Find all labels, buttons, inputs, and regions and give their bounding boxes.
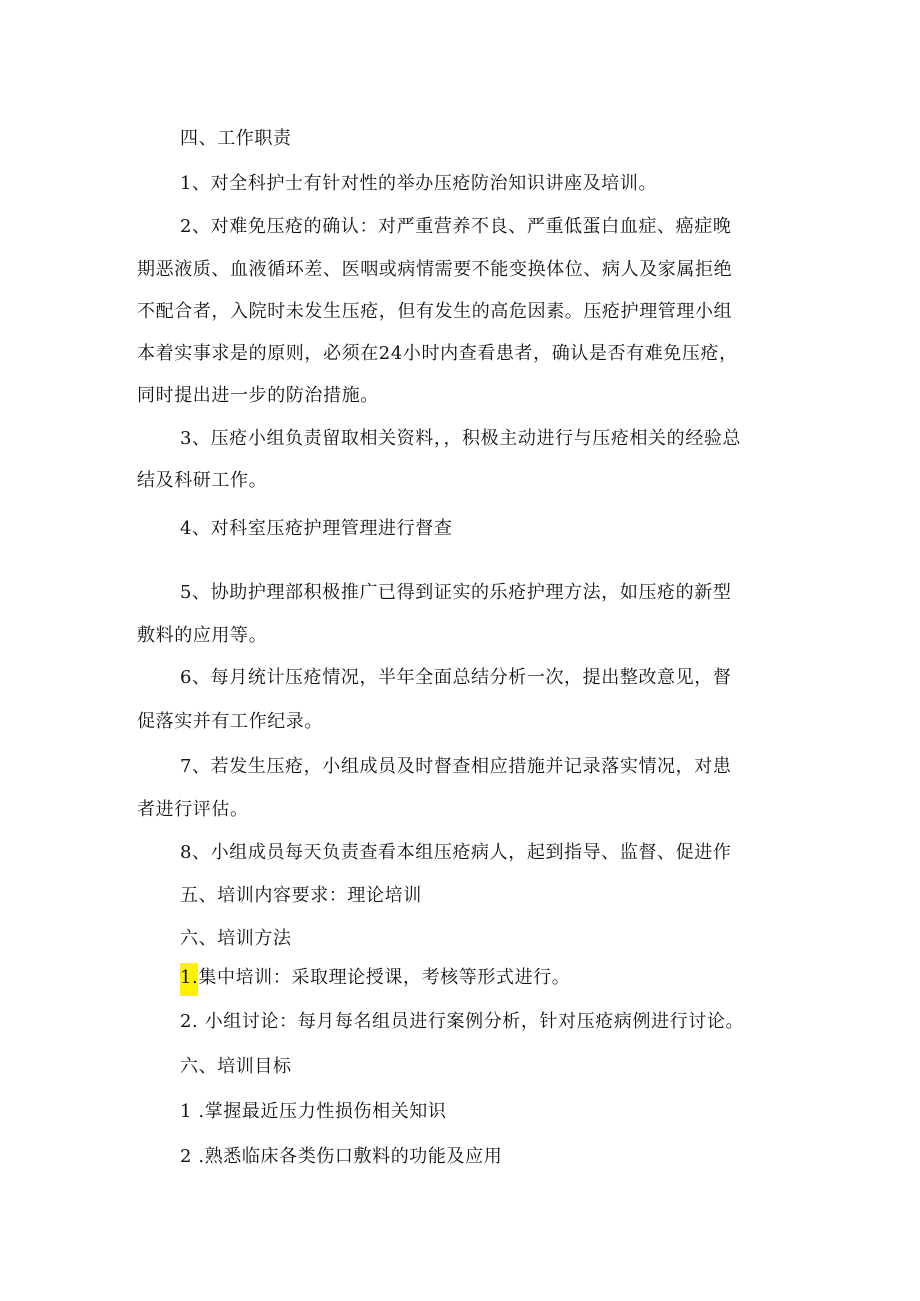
section4-item3-line1: 3、压疮小组负责留取相关资料，，积极主动进行与压疮相关的经验总 [180,428,742,449]
section6-methods-item2: 2. 小组讨论：每月每名组员进行案例分析，针对压疮病例进行讨论。 [180,1011,745,1032]
section4-item4: 4、对科室压疮护理管理进行督查 [180,518,453,539]
section4-item6-line1: 6、每月统计压疮情况，半年全面总结分析一次，提出整改意见，督 [180,667,732,688]
section4-item2-line3: 不配合者，入院时未发生压疮，但有发生的高危因素。压疮护理管理小组 [137,301,733,322]
section6-goals-heading: 六、培训目标 [180,1056,292,1077]
section4-item2-line1: 2、对难免压疮的确认：对严重营养不良、严重低蛋白血症、癌症晚 [180,216,732,237]
section4-item7-line1: 7、若发生压疮，小组成员及时督查相应措施并记录落实情况，对患 [180,756,732,777]
section4-item2-line2: 期恶液质、血液循环差、医咽或病情需要不能变换体位、病人及家属拒绝 [137,259,733,280]
section5-heading: 五、培训内容要求：理论培训 [180,885,422,906]
highlighted-item-number: 1. [180,963,198,996]
section4-item7-line2: 者进行评估。 [137,799,249,820]
section6-methods-item1 [180,966,570,990]
section4-item5-line1: 5、协助护理部积极推广已得到证实的乐疮护理方法，如压疮的新型 [180,582,732,603]
section6-goals-item2: 2 .熟悉临床各类伤口敷料的功能及应用 [180,1146,503,1167]
section4-item2-line5: 同时提出进一步的防治措施。 [137,385,379,406]
section4-item6-line2: 促落实并有工作纪录。 [137,711,323,732]
section4-item8: 8、小组成员每天负责查看本组压疮病人，起到指导、监督、促进作 [180,842,732,863]
section6-methods-heading: 六、培训方法 [180,928,292,949]
section4-item3-line2: 结及科研工作。 [137,470,268,491]
section4-item2-line4: 本着实事求是的原则，必须在24小时内查看患者，确认是否有难免压疮， [137,343,738,364]
section6-methods-item1-text: 集中培训：采取理论授课，考核等形式进行。 [198,967,571,988]
section4-item1: 1、对全科护士有针对性的举办压疮防治知识讲座及培训。 [180,173,658,194]
section4-heading: 四、工作职责 [180,128,292,149]
section6-goals-item1: 1 .掌握最近压力性损伤相关知识 [180,1101,447,1122]
section4-item5-line2: 敷料的应用等。 [137,625,268,646]
